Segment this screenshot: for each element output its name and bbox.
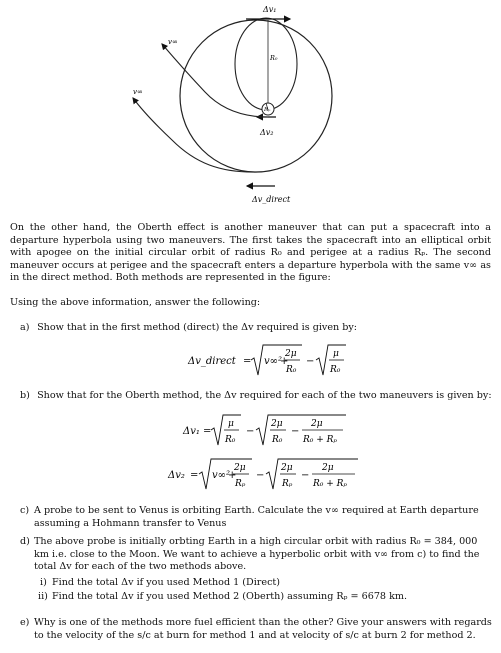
svg-text:−: − (256, 470, 265, 481)
eq-direct-lhs: Δv_direct (188, 356, 236, 367)
qa-text: Show that in the first method (direct) the Δv required is given by: (37, 322, 358, 333)
circular-orbit (180, 20, 332, 172)
dv1-label: Δv₁ (263, 5, 277, 14)
qd-line1: The above probe is initially orbting Earth in a high circular orbit with radius R₀ = 384, 000 (34, 536, 478, 547)
eq-dv2 (0, 456, 501, 496)
intro-text: On the other hand, the Oberth effect is another maneuver that can put a spacecraft into a departure hyperbola using two maneuvers. The first takes the spacecraft into an elliptical orbit with apogee on the initial circular orbit of radius R₀ and perigee at a radius Rₚ. The second maneuver occurs at perigee and the spacecraft enters a departure hyperbola with the same v∞ as in the direct method. Both methods are represented in the figure: (10, 222, 491, 284)
rp-label: Rₚ (264, 107, 271, 113)
r0-label: R₀ (270, 54, 278, 62)
eq-dv1-lhs: Δv₁ (183, 426, 200, 437)
qe-line2: to the velocity of the s/c at burn for method 1 and at velocity of s/c at burn 2 for method 2. (34, 629, 476, 641)
eq-dv2-2mu-b: 2μ (281, 463, 293, 473)
direct-hyperbola (133, 98, 258, 172)
qc-line2: assuming a Hohmann transfer to Venus (34, 517, 227, 529)
dv2-label: Δv₂ (260, 128, 274, 137)
vinf-left-label: v∞ (133, 88, 143, 96)
prompt-text: Using the above information, answer the following: (10, 297, 261, 308)
eq-dv1-r0b: R₀ (272, 435, 283, 445)
oberth-hyperbola (162, 44, 268, 117)
qb-label: b) (20, 390, 30, 401)
vinf-top-label: v∞ (168, 38, 178, 46)
question-b (20, 390, 492, 403)
eq-dv2-rp-a: Rₚ (235, 479, 246, 489)
question-d (20, 536, 492, 604)
qd-label: d) (20, 536, 30, 547)
qd-line2: km i.e. close to the Moon. We want to achieve a hyperbolic orbit with v∞ from c) to find the (34, 548, 480, 560)
eq-dv1-2mu-b: 2μ (311, 419, 323, 429)
eq-dv2-2mu-c: 2μ (322, 463, 334, 473)
svg-text:=: = (190, 470, 199, 481)
svg-text:−: − (306, 356, 315, 367)
qc-label: c) (20, 505, 30, 516)
question-c (20, 505, 492, 530)
question-a (20, 322, 357, 335)
dvdirect-label: Δv_direct (252, 195, 291, 204)
svg-text:−: − (291, 426, 300, 437)
question-e (20, 617, 492, 642)
qd-ii (20, 591, 492, 604)
qe-line1: Why is one of the methods more fuel efficient than the other? Give your answers with regards (34, 617, 492, 628)
eq-direct-r0b: R₀ (330, 365, 341, 375)
qd-ii-text: Find the total Δv if you used Method 2 (Oberth) assuming Rₚ = 6678 km. (52, 591, 408, 603)
transfer-ellipse (235, 18, 297, 110)
svg-text:+: + (280, 356, 289, 367)
eq-direct-mu: μ (333, 349, 339, 359)
eq-direct-v2: v∞² (264, 356, 282, 367)
eq-dv2-rp-b: Rₚ (282, 479, 293, 489)
eq-dv2-2mu-a: 2μ (234, 463, 246, 473)
qd-i-label: i) (40, 576, 47, 588)
qd-line3: total Δv for each of the two methods above. (34, 561, 247, 573)
qc-line1: A probe to be sent to Venus is orbiting Earth. Calculate the v∞ required at Earth departure (34, 505, 479, 516)
qe-label: e) (20, 617, 30, 628)
eq-direct-r0a: R₀ (286, 365, 297, 375)
eq-dv1-2mu-a: 2μ (271, 419, 283, 429)
eq-direct (0, 342, 501, 382)
eq-direct-2mu: 2μ (285, 349, 297, 359)
orbit-diagram (0, 0, 501, 218)
svg-text:−: − (246, 426, 255, 437)
eq-dv2-r0rp: R₀ + Rₚ (313, 479, 348, 489)
eq-dv2-v2: v∞² (212, 470, 230, 481)
qb-text: Show that for the Oberth method, the Δv required for each of the two maneuvers is given by: (37, 390, 492, 401)
svg-text:=: = (243, 356, 252, 367)
qd-i (20, 577, 492, 590)
qd-i-text: Find the total Δv if you used Method 1 (Direct) (52, 576, 281, 588)
svg-text:−: − (301, 470, 310, 481)
qa-label: a) (20, 322, 30, 333)
eq-dv1 (0, 412, 501, 452)
eq-dv2-lhs: Δv₂ (168, 470, 185, 481)
prompt (10, 297, 491, 310)
eq-dv1-mu: μ (228, 419, 234, 429)
intro-paragraph (10, 222, 491, 285)
qd-ii-label: ii) (38, 591, 48, 603)
eq-dv1-r0rp: R₀ + Rₚ (303, 435, 338, 445)
eq-dv1-r0a: R₀ (225, 435, 236, 445)
svg-text:=: = (203, 426, 212, 437)
svg-text:+: + (228, 470, 237, 481)
